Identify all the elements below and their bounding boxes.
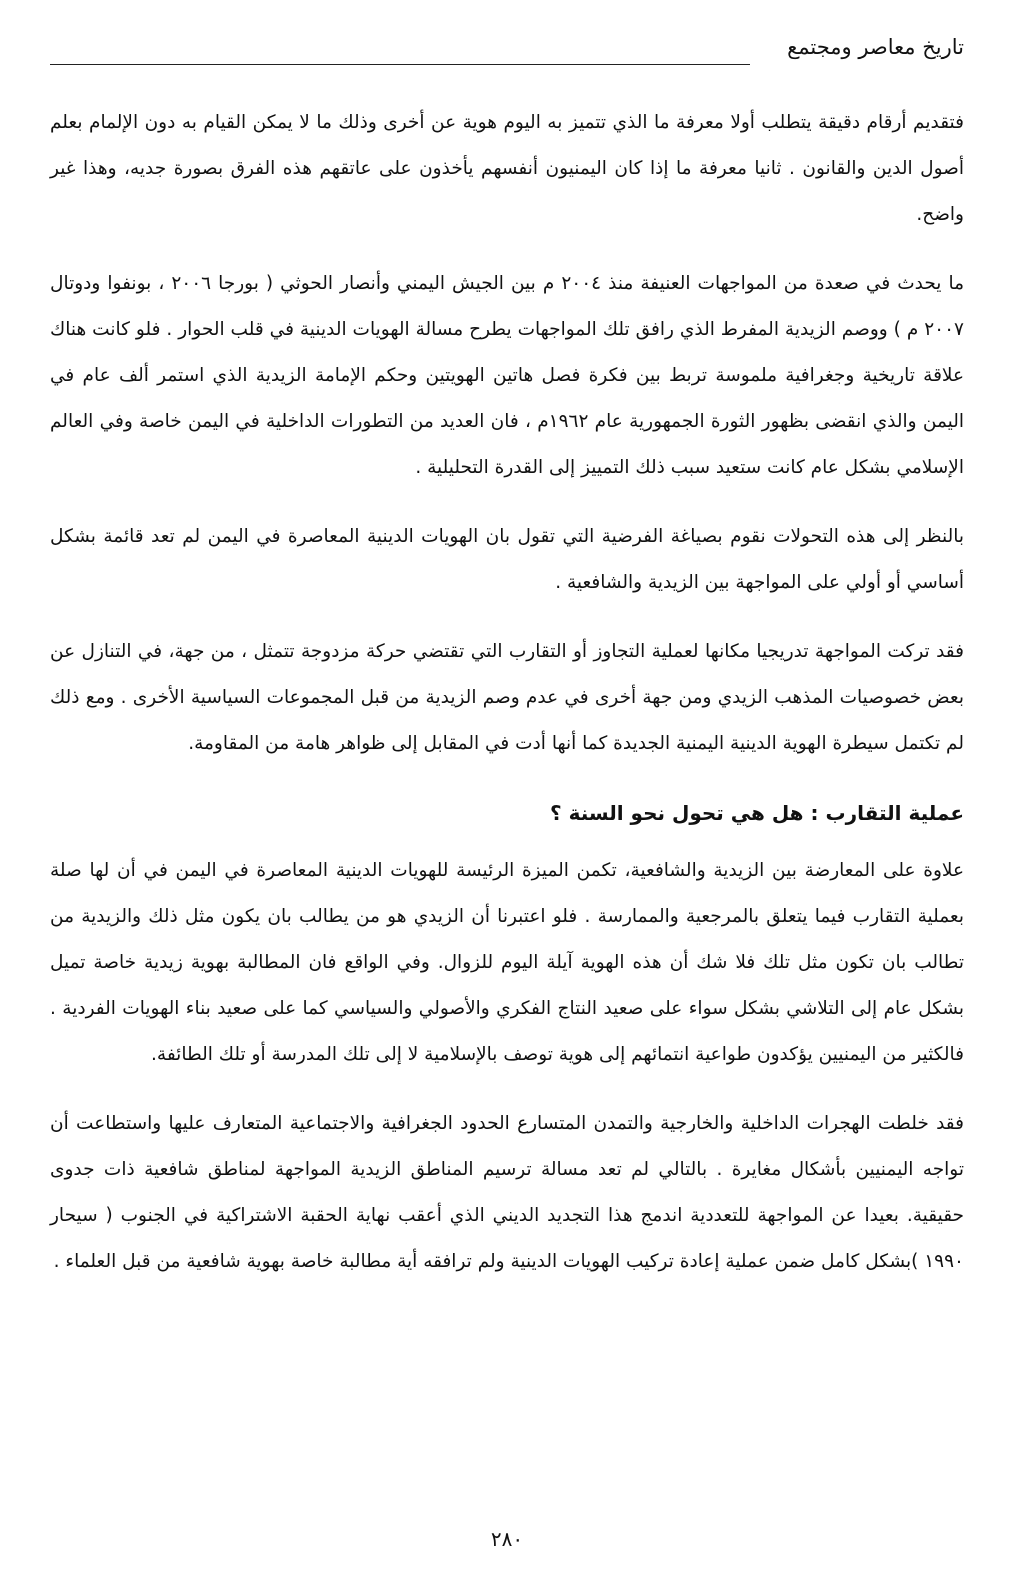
header-rule <box>50 64 750 65</box>
running-header-title: تاريخ معاصر ومجتمع <box>787 35 964 59</box>
paragraph-4: فقد تركت المواجهة تدريجيا مكانها لعملية التجاوز أو التقارب التي تقتضي حركة مزدوجة تتمثل ، من جهة، في التنازل عن بعض خصوصيات المذهب الزيدي ومن جهة أخرى في عدم وصم الزيدية من قبل المجموعات السياسية الأخرى . ومع ذلك لم تكتمل سيطرة الهوية الدينية اليمنية الجديدة كما أنها أدت في المقابل إلى ظواهر هامة من المقاومة. <box>50 641 964 754</box>
document-page <box>50 22 964 1562</box>
section-heading: عملية التقارب : هل هي تحول نحو السنة ؟ <box>550 801 964 825</box>
body-text <box>50 100 964 1308</box>
page-number: ٢٨٠ <box>490 1527 524 1551</box>
paragraph-6: فقد خلطت الهجرات الداخلية والخارجية والتمدن المتسارع الحدود الجغرافية والاجتماعية المتعارف عليها واستطاعت أن تواجه اليمنيين بأشكال مغايرة . بالتالي لم تعد مسالة ترسيم المناطق الزيدية المواجهة لمناطق شافعية ذات جدوى حقيقية. بعيدا عن المواجهة للتعددية اندمج هذا التجديد الديني الذي أعقب نهاية الحقبة الاشتراكية في الجنوب ( سيحار ١٩٩٠ )بشكل كامل ضمن عملية إعادة تركيب الهويات الدينية ولم ترافقه أية مطالبة خاصة بهوية شافعية من قبل العلماء . <box>50 1113 964 1272</box>
paragraph-5: علاوة على المعارضة بين الزيدية والشافعية، تكمن الميزة الرئيسة للهويات الدينية المعاصرة في اليمن في أن لها صلة بعملية التقارب فيما يتعلق بالمرجعية والممارسة . فلو اعتبرنا أن الزيدي هو من يطالب بان يكون مثل ذلك والزيدية من تطالب بان تكون مثل تلك فلا شك أن هذه الهوية آيلة اليوم للزوال. وفي الواقع فان المطالبة بهوية زيدية خاصة تميل بشكل عام إلى التلاشي بشكل سواء على صعيد النتاج الفكري والأصولي والسياسي كما على صعيد بناء الهويات الفردية . فالكثير من اليمنيين يؤكدون طواعية انتمائهم إلى هوية توصف بالإسلامية لا إلى تلك المدرسة أو تلك الطائفة. <box>50 860 964 1065</box>
paragraph-3: بالنظر إلى هذه التحولات نقوم بصياغة الفرضية التي تقول بان الهويات الدينية المعاصرة في اليمن لم تعد قائمة بشكل أساسي أو أولي على المواجهة بين الزيدية والشافعية . <box>50 526 964 593</box>
paragraph-1: فتقديم أرقام دقيقة يتطلب أولا معرفة ما الذي تتميز به اليوم هوية عن أخرى وذلك ما لا يمكن القيام به دون الإلمام بعلم أصول الدين والقانون . ثانيا معرفة ما إذا كان اليمنيون أنفسهم يأخذون على عاتقهم هذه الفرق بصورة جديه، وهذا غير واضح. <box>50 112 964 225</box>
paragraph-2: ما يحدث في صعدة من المواجهات العنيفة منذ ٢٠٠٤ م بين الجيش اليمني وأنصار الحوثي ( بورجا ٢٠٠٦ ، بونفوا ودوتال ٢٠٠٧ م ) ووصم الزيدية المفرط الذي رافق تلك المواجهات يطرح مسالة الهويات الدينية في قلب الحوار . فلو كانت هناك علاقة تاريخية وجغرافية ملموسة تربط بين فكرة فصل هاتين الهويتين وحكم الإمامة الزيدية الذي استمر ألف عام في اليمن والذي انقضى بظهور الثورة الجمهورية عام ١٩٦٢م ، فان العديد من التطورات الداخلية في اليمن خاصة وفي العالم الإسلامي بشكل عام كانت ستعيد سبب ذلك التمييز إلى القدرة التحليلية . <box>50 273 965 478</box>
